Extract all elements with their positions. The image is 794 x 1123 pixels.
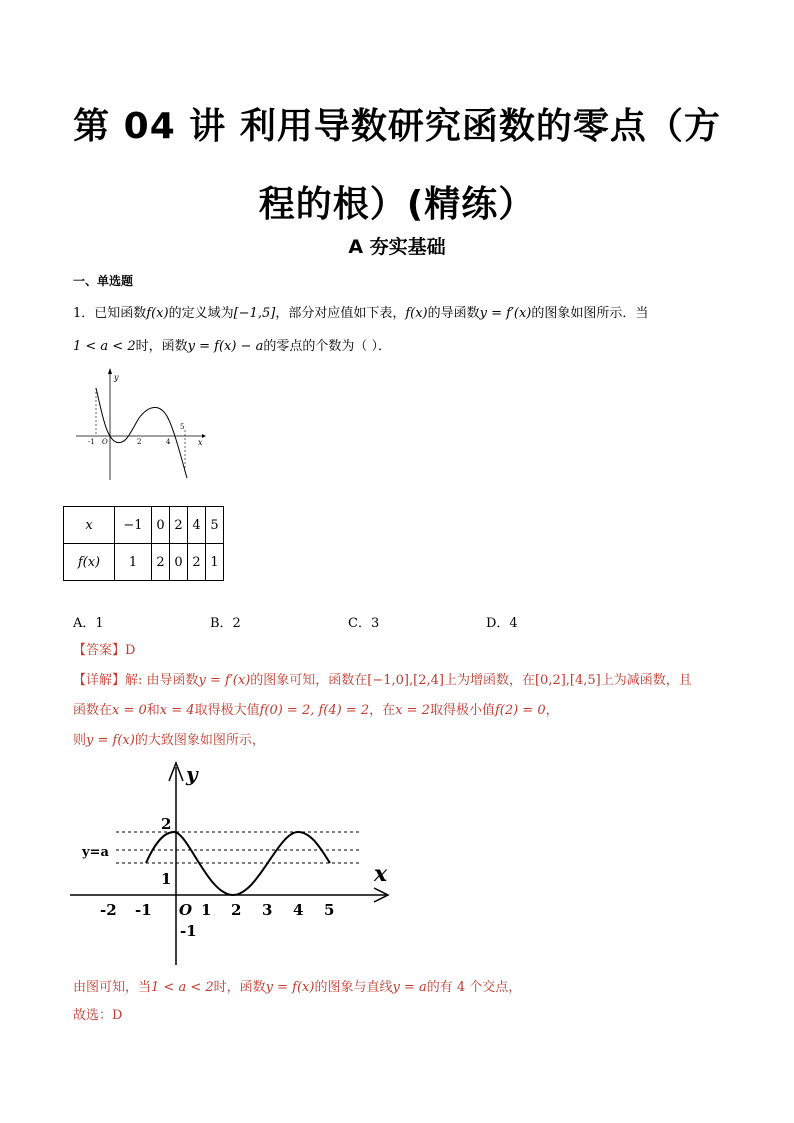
table-row	[64, 544, 224, 581]
detail-line-3: 则y = f(x)的大致图象如图所示，	[73, 733, 265, 748]
fig2-x-tick: 2	[231, 901, 242, 919]
question-line-1: 1．已知函数f(x)的定义域为[−1,5]，部分对应值如下表，f(x)的导函数y = f′(x)的图象如图所示．当	[73, 306, 649, 321]
answer-value: D	[125, 643, 136, 658]
fig2-x-tick: 4	[293, 901, 304, 919]
fig2-y-tick: -1	[180, 922, 197, 940]
fig2-x-tick: 3	[262, 901, 273, 919]
option-d: D．4	[486, 616, 518, 631]
fig1-tick: 2	[137, 438, 142, 446]
fig1-y-label: y	[114, 373, 119, 382]
section-subtitle: A 夯实基础	[348, 236, 446, 258]
table-cell: 2	[152, 544, 170, 581]
table-cell: 0	[170, 544, 188, 581]
fig2-x-tick: 1	[201, 901, 212, 919]
fig2-x-tick: -2	[100, 901, 117, 919]
fig1-tick: 5	[180, 423, 185, 431]
option-a: A．1	[73, 616, 104, 631]
detail-tag: 【详解】	[73, 673, 126, 688]
table-cell: 2	[170, 507, 188, 544]
table-cell: 1	[115, 544, 152, 581]
conclusion-line: 由图可知，当1 < a < 2时，函数y = f(x)的图象与直线y = a的有 4 个交点，	[73, 980, 522, 995]
table-cell: 2	[188, 544, 206, 581]
detail-line-1: 【详解】解: 由导函数y = f′(x)的图象可知，函数在[−1,0],[2,4]上为增函数，在[0,2],[4,5]上为减函数，且	[73, 673, 692, 688]
detail-line-2: 函数在x = 0和x = 4取得极大值f(0) = 2, f(4) = 2，在x = 2取得极小值f(2) = 0，	[73, 703, 559, 718]
question-line-2: 1 < a < 2时，函数y = f(x) − a的零点的个数为（ ）．	[73, 339, 391, 354]
page-title: 第 04 讲 利用导数研究函数的零点（方程的根）(精练）	[73, 106, 721, 225]
fig2-y-tick: 1	[161, 870, 172, 888]
table-row	[64, 507, 224, 544]
table-cell: 4	[188, 507, 206, 544]
function-sketch-graph	[68, 755, 398, 970]
fig1-tick: 4	[166, 438, 171, 446]
table-cell: 0	[152, 507, 170, 544]
fig2-origin: O	[179, 901, 193, 919]
table-cell: f(x)	[64, 544, 115, 581]
fig1-x-label: x	[198, 438, 203, 447]
answer-tag: 【答案】	[73, 643, 126, 658]
answer-line	[73, 639, 135, 658]
question-type-heading: 一、单选题	[73, 274, 134, 288]
fig2-x-tick: -1	[135, 901, 152, 919]
option-b: B．2	[210, 616, 241, 631]
table-cell: 1	[206, 544, 224, 581]
fig2-y-label: y	[186, 762, 198, 786]
derivative-graph	[76, 368, 206, 483]
table-cell: −1	[115, 507, 152, 544]
fig1-tick: -1	[88, 438, 95, 446]
value-table	[63, 506, 224, 581]
fig2-x-label: x	[374, 861, 388, 887]
table-cell: 5	[206, 507, 224, 544]
fig1-origin: O	[102, 438, 108, 446]
table-cell: x	[64, 507, 115, 544]
final-answer-line: 故选：D	[73, 1008, 123, 1023]
option-c: C．3	[348, 616, 380, 631]
fig2-x-tick: 5	[324, 901, 335, 919]
line-label-y-equals-a: y=a	[82, 845, 109, 860]
fig2-y-tick: 2	[161, 815, 172, 833]
